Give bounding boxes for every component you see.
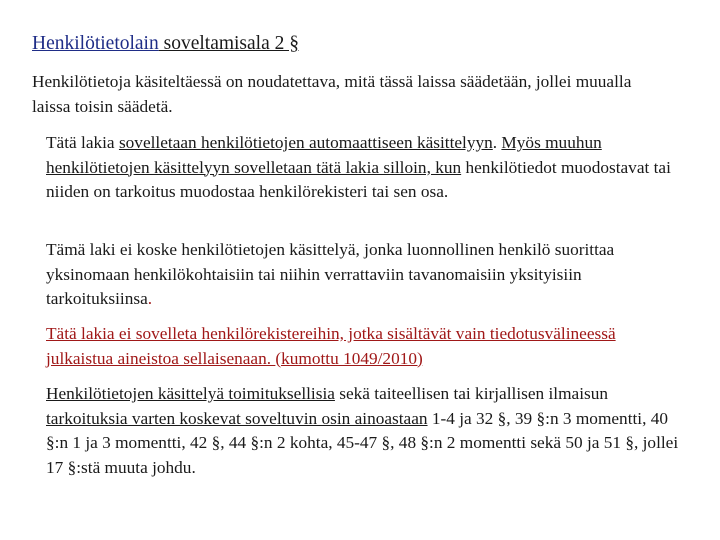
p5-rest: 1-4 ja 32 §, 39 §:n 3 momentti, 40 §:n 1 ja 3 momentti, 42 §, 44 §:n 2 kohta, 45-47 §, 48 §:n 2 momentti sekä 50 ja 51 §, jollei 17 §:stä muuta johdu. — [46, 408, 679, 477]
paragraph-5 — [32, 382, 686, 480]
title-link[interactable]: Henkilötietolain — [32, 33, 159, 54]
paragraph-3-period: . — [147, 289, 153, 308]
repeal-note: (kumottu 1049/2010) — [275, 348, 423, 368]
p5-underlined-1: Henkilötietojen käsittelyä toimituksellisia — [46, 384, 335, 403]
paragraph-1 — [32, 70, 672, 119]
p2-sep: . — [492, 133, 502, 152]
paragraph-3 — [32, 238, 686, 312]
p2-underlined-1: sovelletaan henkilötietojen automaattiseen käsittelyyn — [118, 133, 493, 152]
paragraph-4-repealed — [32, 322, 686, 371]
p5-underlined-2: tarkoituksia varten koskevat soveltuvin osin ainoastaan — [46, 408, 428, 428]
p2-rest: henkilötiedot muodostavat tai niiden on tarkoitus muodostaa henkilörekisteri tai sen osa. — [46, 157, 671, 201]
paragraph-3-text: Tämä laki ei koske henkilötietojen käsittelyä, jonka luonnollinen henkilö suorittaa yksinomaan henkilökohtaisiin tai niihin verrattaviin tavanomaisiin yksityisiin tarkoituksiinsa — [46, 240, 615, 308]
slide-title — [32, 30, 299, 58]
paragraph-1-text: Henkilötietoja käsiteltäessä on noudatettava, mitä tässä laissa säädetään, jollei muualla laissa toisin säädetä. — [32, 72, 632, 116]
p2-intro: Tätä lakia — [46, 133, 119, 152]
title-rest: soveltamisala 2 § — [158, 33, 299, 54]
paragraph-4-text: Tätä lakia ei sovelleta henkilörekistereihin, jotka sisältävät vain tiedotusvälineessä julkaistua aineistoa sellaisenaan. — [46, 324, 616, 368]
paragraph-2 — [32, 131, 686, 205]
p2-underlined-2: Myös muuhun henkilötietojen käsittelyyn sovelletaan tätä lakia silloin, kun — [46, 133, 602, 177]
p5-mid: sekä taiteellisen tai kirjallisen ilmaisun — [334, 384, 609, 403]
